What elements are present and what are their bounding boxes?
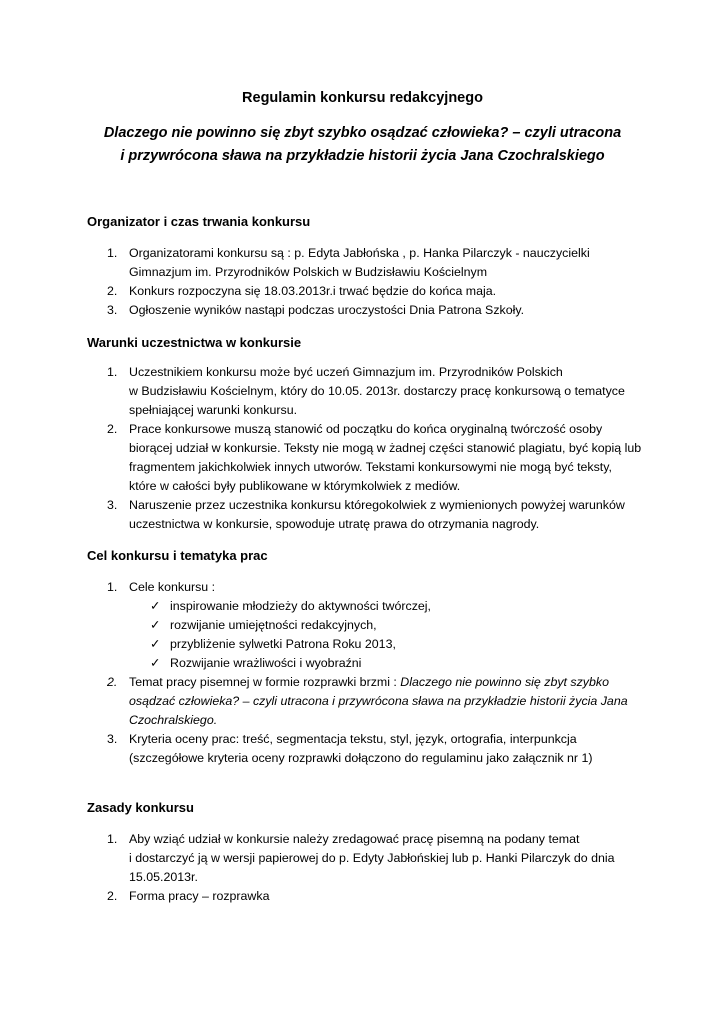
item-text: Cele konkursu : — [129, 580, 216, 594]
item-text: Temat pracy pisemnej w formie rozprawki brzmi : — [129, 675, 401, 689]
item-number: 2. — [107, 422, 118, 436]
document-subtitle — [0, 122, 725, 168]
check-icon: ✓ — [150, 637, 161, 651]
document-title: Regulamin konkursu redakcyjnego — [242, 90, 483, 106]
item-text: które w całości były publikowane w którymkolwiek z mediów. — [129, 479, 461, 493]
item-number: 3. — [107, 498, 118, 512]
bullet-text: Rozwijanie wrażliwości i wyobraźni — [170, 656, 362, 670]
bullet-text: inspirowanie młodzieży do aktywności twórczej, — [170, 599, 431, 613]
topic-text: osądzać człowieka? – czyli utracona i przywrócona sława na przykładzie historii życia Jana — [129, 694, 628, 708]
subtitle-line: Dlaczego nie powinno się zbyt szybko osądzać człowieka? – czyli utracona — [103, 125, 622, 141]
item-number: 3. — [107, 303, 118, 317]
goal-bullet — [150, 616, 377, 635]
item-text: Uczestnikiem konkursu może być uczeń Gimnazjum im. Przyrodników Polskich — [129, 365, 563, 379]
item-text: w Budzisławiu Kościelnym, który do 10.05. 2013r. dostarczy pracę konkursową o tematyce — [129, 384, 625, 398]
section-heading-organizer: Organizator i czas trwania konkursu — [87, 214, 311, 229]
item-number: 1. — [107, 246, 118, 260]
item-text: Naruszenie przez uczestnika konkursu któregokolwiek z wymienionych powyżej warunków — [129, 498, 625, 512]
item-text: Ogłoszenie wyników nastąpi podczas uroczystości Dnia Patrona Szkoły. — [129, 303, 525, 317]
section-heading-conditions: Warunki uczestnictwa w konkursie — [87, 335, 302, 350]
section-heading-rules: Zasady konkursu — [87, 800, 194, 815]
topic-text: Dlaczego nie powinno się zbyt szybko — [400, 675, 609, 689]
item-text: Aby wziąć udział w konkursie należy zredagować pracę pisemną na podany temat — [129, 832, 580, 846]
bullet-text: rozwijanie umiejętności redakcyjnych, — [170, 618, 377, 632]
item-number: 3. — [107, 732, 118, 746]
item-text: 15.05.2013r. — [129, 870, 198, 884]
item-number: 1. — [107, 580, 118, 594]
item-number: 1. — [107, 365, 118, 379]
item-text: (szczegółowe kryteria oceny rozprawki dołączono do regulaminu jako załącznik nr 1) — [129, 751, 593, 765]
item-text: Gimnazjum im. Przyrodników Polskich w Budzisławiu Kościelnym — [129, 265, 488, 279]
item-number: 2. — [107, 675, 118, 689]
check-icon: ✓ — [150, 656, 161, 670]
check-icon: ✓ — [150, 599, 161, 613]
item-text: Kryteria oceny prac: treść, segmentacja tekstu, styl, język, ortografia, interpunkcja — [129, 732, 577, 746]
item-text: biorącej udział w konkursie. Teksty nie mogą w żadnej części stanowić plagiatu, być kopią lub — [129, 441, 642, 455]
item-text: Organizatorami konkursu są : p. Edyta Jabłońska , p. Hanka Pilarczyk - nauczycielki — [129, 246, 590, 260]
item-text: Prace konkursowe muszą stanowić od początku do końca oryginalną twórczość osoby — [129, 422, 603, 436]
item-number: 2. — [107, 284, 118, 298]
item-text: uczestnictwa w konkursie, spowoduje utratę prawa do otrzymania nagrody. — [129, 517, 540, 531]
goal-bullet — [150, 635, 396, 654]
item-number: 1. — [107, 832, 118, 846]
item-text: spełniającej warunki konkursu. — [129, 403, 298, 417]
item-text: fragmentem jakichkolwiek innych utworów. Tekstami konkursowymi nie mogą być teksty, — [129, 460, 612, 474]
item-text: Konkurs rozpoczyna się 18.03.2013r.i trwać będzie do końca maja. — [129, 284, 497, 298]
goal-bullet — [150, 654, 361, 673]
item-number: 2. — [107, 889, 118, 903]
item-text: i dostarczyć ją w wersji papierowej do p. Edyty Jabłońskiej lub p. Hanki Pilarczyk do dnia — [129, 851, 615, 865]
goal-bullet — [150, 597, 431, 616]
item-text: Forma pracy – rozprawka — [129, 889, 270, 903]
check-icon: ✓ — [150, 618, 161, 632]
topic-text: Czochralskiego. — [129, 713, 218, 727]
bullet-text: przybliżenie sylwetki Patrona Roku 2013, — [170, 637, 396, 651]
section-heading-goal: Cel konkursu i tematyka prac — [87, 548, 268, 563]
subtitle-line: i przywrócona sława na przykładzie historii życia Jana Czochralskiego — [120, 148, 605, 164]
